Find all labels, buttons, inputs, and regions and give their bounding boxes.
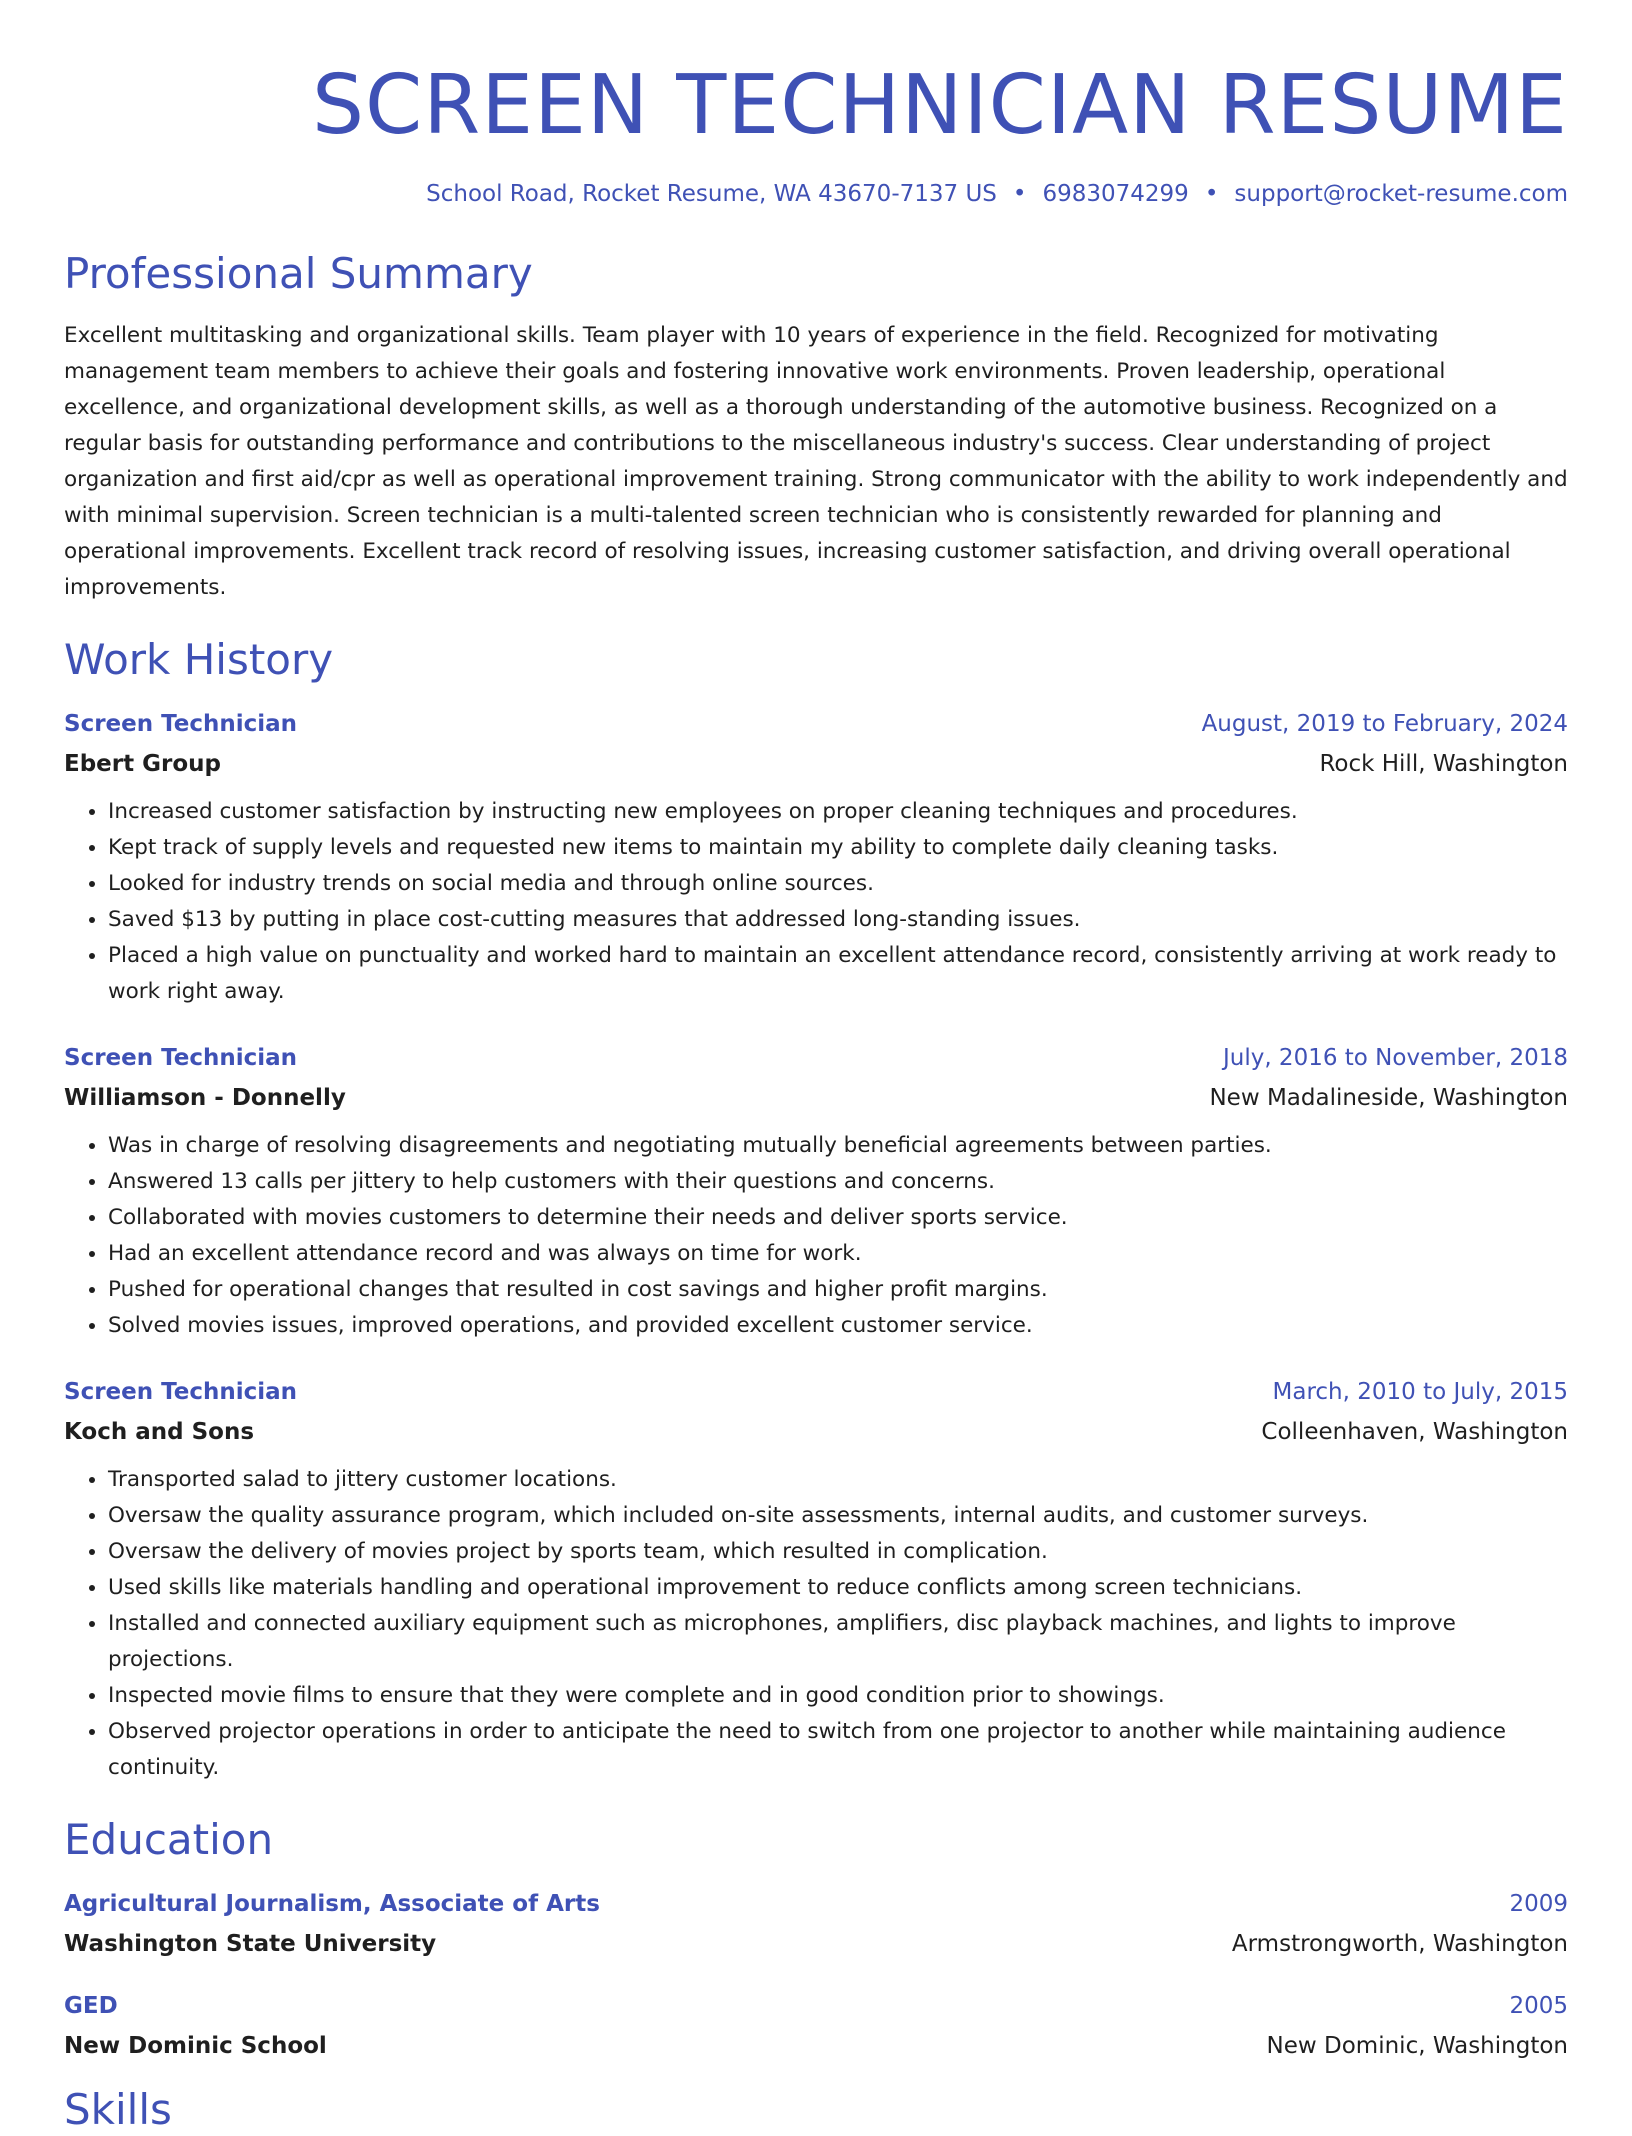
job-bullet: • Observed projector operations in order to anticipate the need to switch from one projector to another while maintaining audience continuity. (108, 1714, 1568, 1786)
job-company: Williamson - Donnelly (64, 1085, 346, 1111)
job-bullet: • Oversaw the quality assurance program, which included on-site assessments, internal audits, and customer surveys. (108, 1498, 1568, 1534)
education-entry (64, 1990, 1568, 2062)
contact-separator: • (1012, 181, 1027, 207)
job-bullets (64, 1462, 1568, 1786)
education-location: New Dominic, Washington (1266, 2033, 1568, 2059)
job-bullet: • Answered 13 calls per jittery to help customers with their questions and concerns. (108, 1164, 1568, 1200)
job-bullet: • Kept track of supply levels and requested new items to maintain my ability to complete daily cleaning tasks. (108, 830, 1568, 866)
job-bullet: • Transported salad to jittery customer locations. (108, 1462, 1568, 1498)
job-dates: August, 2019 to February, 2024 (1201, 711, 1568, 737)
job-title: Screen Technician (64, 711, 298, 737)
contact-email: support@rocket-resume.com (1234, 181, 1568, 207)
education-year: 2009 (1509, 1891, 1568, 1917)
job-bullet: • Collaborated with movies customers to determine their needs and deliver sports service. (108, 1200, 1568, 1236)
resume-title: SCREEN TECHNICIAN RESUME (311, 58, 1568, 153)
education-degree: GED (64, 1993, 118, 2019)
job-bullet: • Looked for industry trends on social media and through online sources. (108, 866, 1568, 902)
job-title: Screen Technician (64, 1379, 298, 1405)
summary-text: Excellent multitasking and organizational skills. Team player with 10 years of experience in the field. Recognized for motivating management team members to achieve their goals and fostering innovative work environments. Proven leadership, operational excellence, and organizational development skills, as well as a thorough understanding of the automotive business. Recognized on a regular basis for outstanding performance and contributions to the miscellaneous industry's success. Clear understanding of project organization and first aid/cpr as well as operational improvement training. Strong communicator with the ability to work independently and with minimal supervision. Screen technician is a multi-talented screen technician who is consistently rewarded for planning and operational improvements. Excellent track record of resolving issues, increasing customer satisfaction, and driving overall operational improvements. (64, 323, 1568, 600)
contact-separator: • (1204, 181, 1219, 207)
job-company-row (64, 1082, 1568, 1114)
education-year: 2005 (1509, 1993, 1568, 2019)
job-bullet: • Solved movies issues, improved operations, and provided excellent customer service. (108, 1308, 1568, 1344)
job-company: Koch and Sons (64, 1419, 255, 1445)
job-bullet: • Placed a high value on punctuality and worked hard to maintain an excellent attendance record, consistently arriving at work ready to work right away. (108, 938, 1568, 1010)
education-degree-row (64, 1990, 1568, 2022)
job-bullet: • Inspected movie films to ensure that they were complete and in good condition prior to showings. (108, 1678, 1568, 1714)
job-dates: July, 2016 to November, 2018 (1222, 1045, 1568, 1071)
education-school-row (64, 2030, 1568, 2062)
job-bullets (64, 794, 1568, 1010)
work-history-heading: Work History (64, 635, 334, 684)
job-bullet: • Saved $13 by putting in place cost-cutting measures that addressed long-standing issues. (108, 902, 1568, 938)
job-bullets (64, 1128, 1568, 1344)
education-location: Armstrongworth, Washington (1231, 1931, 1568, 1957)
education-heading: Education (64, 1815, 274, 1864)
education-entry (64, 1888, 1568, 1960)
education-school: Washington State University (64, 1931, 437, 1957)
contact-address: School Road, Rocket Resume, WA 43670-7137 US (426, 181, 997, 207)
job-bullet: • Increased customer satisfaction by instructing new employees on proper cleaning techniques and procedures. (108, 794, 1568, 830)
job-bullet: • Installed and connected auxiliary equipment such as microphones, amplifiers, disc playback machines, and lights to improve projections. (108, 1606, 1568, 1678)
job-company-row (64, 1416, 1568, 1448)
contact-line (64, 178, 1568, 210)
job-location: New Madalineside, Washington (1209, 1085, 1568, 1111)
job-title-row (64, 1042, 1568, 1074)
job-bullet: • Oversaw the delivery of movies project by sports team, which resulted in complication. (108, 1534, 1568, 1570)
job-bullet: • Was in charge of resolving disagreements and negotiating mutually beneficial agreements between parties. (108, 1128, 1568, 1164)
job-entry (64, 1376, 1568, 1786)
education-degree-row (64, 1888, 1568, 1920)
contact-phone: 6983074299 (1042, 181, 1189, 207)
job-location: Rock Hill, Washington (1319, 751, 1568, 777)
job-entry (64, 708, 1568, 1010)
job-bullet: • Pushed for operational changes that resulted in cost savings and higher profit margins. (108, 1272, 1568, 1308)
summary-heading: Professional Summary (64, 249, 533, 298)
job-entry (64, 1042, 1568, 1344)
job-company-row (64, 748, 1568, 780)
job-title-row (64, 708, 1568, 740)
resume-page (64, 0, 1568, 2136)
skills-heading: Skills (64, 2085, 172, 2134)
job-bullet: • Had an excellent attendance record and was always on time for work. (108, 1236, 1568, 1272)
education-school-row (64, 1928, 1568, 1960)
education-school: New Dominic School (64, 2033, 327, 2059)
job-company: Ebert Group (64, 751, 221, 777)
job-title: Screen Technician (64, 1045, 298, 1071)
job-bullet: • Used skills like materials handling and operational improvement to reduce conflicts among screen technicians. (108, 1570, 1568, 1606)
job-location: Colleenhaven, Washington (1261, 1419, 1568, 1445)
job-title-row (64, 1376, 1568, 1408)
education-degree: Agricultural Journalism, Associate of Arts (64, 1891, 600, 1917)
job-dates: March, 2010 to July, 2015 (1272, 1379, 1568, 1405)
